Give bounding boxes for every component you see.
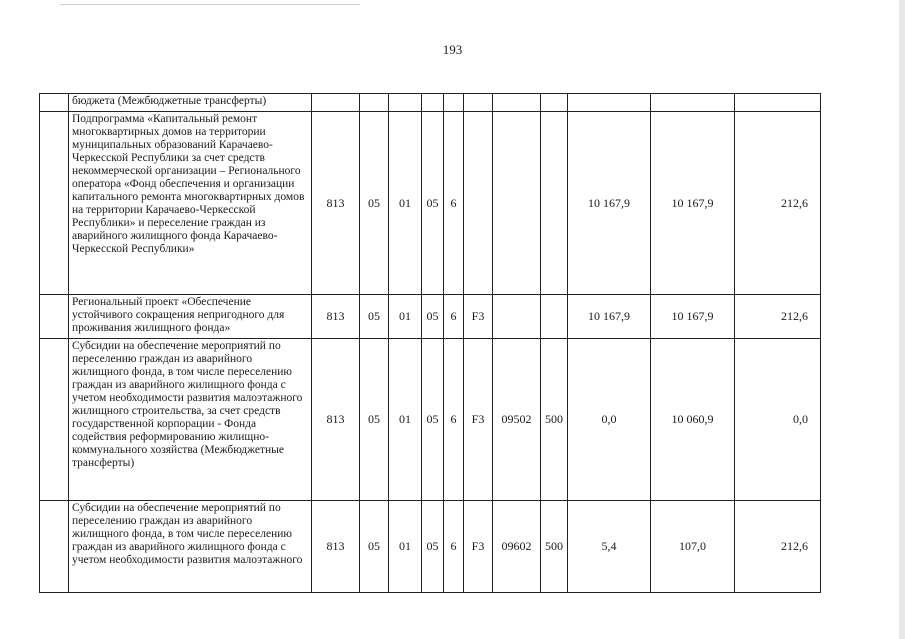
- csr-part3-cell: F3: [464, 501, 493, 593]
- sum3-cell: 212,6: [735, 501, 821, 593]
- sum2-cell: 10 167,9: [651, 112, 735, 295]
- sum1-cell: [568, 94, 651, 112]
- sum3-cell: 212,6: [735, 112, 821, 295]
- csr-part1-cell: 05: [422, 295, 444, 339]
- sum2-cell: 107,0: [651, 501, 735, 593]
- csr-part4-cell: [493, 112, 541, 295]
- description-cell: Подпрограмма «Капитальный ремонт многоквартирных домов на территории муниципальных образований Карачаево-Черкесской Республики за счет средств некоммерческой организации – Регионального оператора «Фонд обеспечения и организации капитального ремонта многоквартирных домов на территории Карачаево-Черкесской Республики» и переселение граждан из аварийного жилищного фонда Карачаево-Черкесской Республики»: [69, 112, 312, 295]
- sum2-cell: 10 060,9: [651, 339, 735, 501]
- description-cell: Региональный проект «Обеспечение устойчивого сокращения непригодного для проживания жилищного фонда»: [69, 295, 312, 339]
- sum3-cell: [735, 94, 821, 112]
- table-row: [40, 295, 821, 339]
- csr-part1-cell: 05: [422, 339, 444, 501]
- vr-cell: 500: [541, 339, 568, 501]
- rz-cell: [360, 94, 389, 112]
- csr-part2-cell: 6: [444, 112, 464, 295]
- ved-cell: 813: [312, 501, 360, 593]
- table-row: [40, 94, 821, 112]
- sum1-cell: 5,4: [568, 501, 651, 593]
- pr-cell: 01: [389, 501, 422, 593]
- sum3-cell: 212,6: [735, 295, 821, 339]
- page-number: 193: [442, 42, 463, 57]
- row-number-cell: [40, 295, 69, 339]
- csr-part1-cell: 05: [422, 112, 444, 295]
- csr-part4-cell: [493, 295, 541, 339]
- sum1-cell: 10 167,9: [568, 295, 651, 339]
- vr-cell: 500: [541, 501, 568, 593]
- budget-table: [39, 93, 821, 593]
- pr-cell: 01: [389, 112, 422, 295]
- sum2-cell: [651, 94, 735, 112]
- csr-part2-cell: [444, 94, 464, 112]
- csr-part1-cell: 05: [422, 501, 444, 593]
- csr-part2-cell: 6: [444, 339, 464, 501]
- pr-cell: 01: [389, 339, 422, 501]
- csr-part4-cell: 09502: [493, 339, 541, 501]
- sum1-cell: 0,0: [568, 339, 651, 501]
- sum1-cell: 10 167,9: [568, 112, 651, 295]
- sum2-cell: 10 167,9: [651, 295, 735, 339]
- rz-cell: 05: [360, 339, 389, 501]
- pr-cell: [389, 94, 422, 112]
- ved-cell: 813: [312, 295, 360, 339]
- csr-part2-cell: 6: [444, 501, 464, 593]
- csr-part3-cell: [464, 112, 493, 295]
- ved-cell: 813: [312, 112, 360, 295]
- scan-edge-shadow: [899, 0, 905, 639]
- table-row: [40, 501, 821, 593]
- rz-cell: 05: [360, 112, 389, 295]
- sum3-cell: 0,0: [735, 339, 821, 501]
- csr-part3-cell: F3: [464, 339, 493, 501]
- description-cell: Субсидии на обеспечение мероприятий по переселению граждан из аварийного жилищного фонда, в том числе переселению граждан из аварийного жилищного фонда с учетом необходимости развития малоэтажного жилищного строительства, за счет средств государственной корпорации - Фонда содействия реформированию жилищно-коммунального хозяйства (Межбюджетные трансферты): [69, 339, 312, 501]
- description-cell: Субсидии на обеспечение мероприятий по переселению граждан из аварийного жилищного фонда, в том числе переселению граждан из аварийного жилищного фонда с учетом необходимости развития малоэтажного: [69, 501, 312, 593]
- vr-cell: [541, 94, 568, 112]
- csr-part3-cell: F3: [464, 295, 493, 339]
- table-row: [40, 112, 821, 295]
- csr-part3-cell: [464, 94, 493, 112]
- csr-part4-cell: 09602: [493, 501, 541, 593]
- row-number-cell: [40, 94, 69, 112]
- description-cell: бюджета (Межбюджетные трансферты): [69, 94, 312, 112]
- table-row: [40, 339, 821, 501]
- pr-cell: 01: [389, 295, 422, 339]
- vr-cell: [541, 295, 568, 339]
- row-number-cell: [40, 339, 69, 501]
- row-number-cell: [40, 112, 69, 295]
- csr-part2-cell: 6: [444, 295, 464, 339]
- ved-cell: [312, 94, 360, 112]
- csr-part1-cell: [422, 94, 444, 112]
- csr-part4-cell: [493, 94, 541, 112]
- rz-cell: 05: [360, 295, 389, 339]
- ved-cell: 813: [312, 339, 360, 501]
- vr-cell: [541, 112, 568, 295]
- row-number-cell: [40, 501, 69, 593]
- scan-artifact-line: [60, 4, 360, 5]
- rz-cell: 05: [360, 501, 389, 593]
